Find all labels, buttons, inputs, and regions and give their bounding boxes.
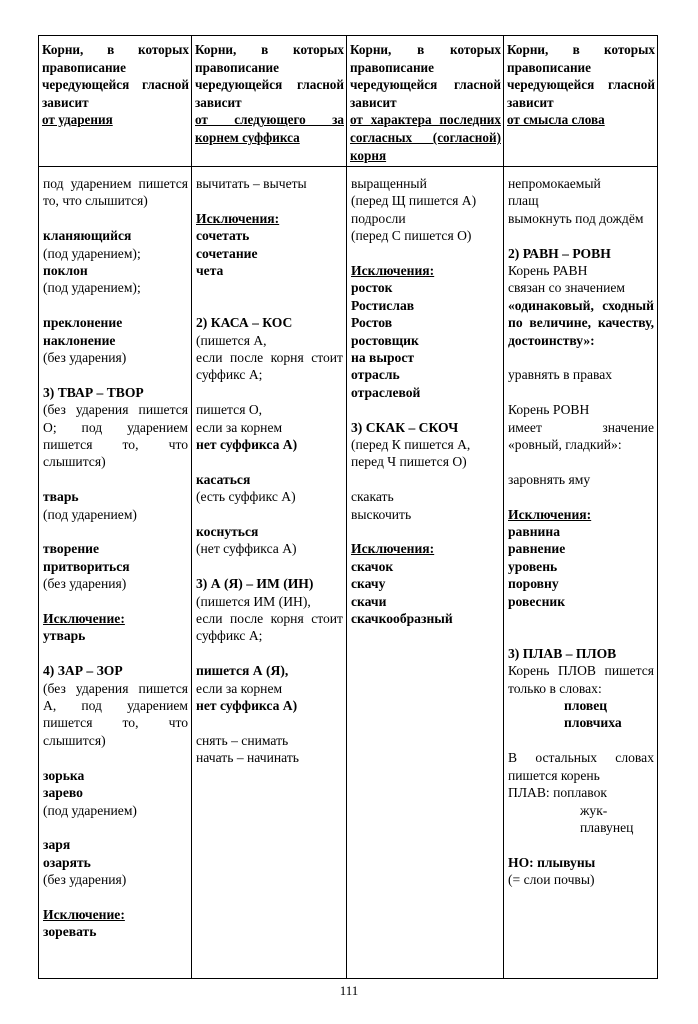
note: (перед С пишется О)	[351, 228, 472, 244]
header-col-3	[347, 36, 503, 166]
example-word: отраслевой	[351, 384, 421, 400]
header-topic: от следующего за корнем суффикса	[195, 112, 344, 145]
example-word: скакать	[351, 489, 394, 505]
example-word: утварь	[43, 628, 86, 644]
example-word: преклонение	[43, 315, 123, 331]
example-word: выскочить	[351, 506, 412, 522]
example-word: чета	[196, 263, 224, 279]
example-word: непромокаемый	[508, 176, 601, 191]
rule-text: (перед К пишется А,	[351, 437, 471, 453]
example-word: выращенный	[351, 176, 427, 191]
rule-text: Корень РОВН	[508, 402, 590, 418]
example-word: зоревать	[43, 924, 97, 940]
header-divider	[39, 166, 657, 167]
page-number: 111	[339, 983, 359, 998]
example-word: НО: плывуны	[508, 854, 596, 870]
rule-heading: 2) РАВН – РОВН	[508, 245, 611, 261]
example-word: начать – начинать	[196, 750, 299, 766]
note: (перед Щ пишется А)	[351, 193, 477, 209]
example-word: кланяющийся	[43, 228, 132, 244]
exceptions-heading: Исключения:	[196, 210, 280, 226]
example-word: сочетание	[196, 245, 258, 261]
example-word: подросли	[351, 210, 406, 226]
example-word: на вырост	[351, 350, 415, 366]
example-word: скачкообразный	[351, 611, 453, 627]
example-word: пловчиха	[564, 715, 622, 731]
rule-heading: 3) А (Я) – ИМ (ИН)	[196, 576, 314, 592]
note: (под ударением);	[43, 280, 141, 296]
example-word: тварь	[43, 489, 79, 505]
example-word: ростовщик	[351, 332, 419, 348]
rule-text: «одинаковый, сходный по величине, качеству, достоинству»:	[508, 297, 654, 348]
header-title: Корни, в которых правописание чередующейся гласной зависит	[350, 42, 501, 110]
example-word: притвориться	[43, 558, 130, 574]
rule-text: если за корнем	[196, 419, 283, 435]
rules-table	[38, 35, 658, 979]
example-word: равнина	[508, 524, 560, 540]
rule-text: если после корня стоит суффикс А;	[196, 611, 343, 644]
rule-text: связан со значением	[508, 280, 626, 296]
rule-text: нет суффикса А)	[196, 437, 298, 453]
example-word: поклон	[43, 263, 88, 279]
rule-text: (без ударения пишется О; под ударением пишется то, что слышится)	[43, 402, 188, 470]
exceptions-heading: Исключения:	[508, 506, 592, 522]
example-word: коснуться	[196, 524, 259, 540]
example-word: уравнять в правах	[508, 367, 613, 383]
example-word: скачок	[351, 558, 394, 574]
rule-text: (пишется А,	[196, 332, 267, 348]
rule-text: В остальных словах пишется корень	[508, 750, 654, 783]
header-topic: от характера последних согласных (согласной) корня	[350, 112, 501, 163]
header-topic: от ударения	[42, 112, 113, 128]
rule-heading: 2) КАСА – КОС	[196, 315, 293, 331]
example-word: наклонение	[43, 332, 116, 348]
example-word: ПЛАВ: поплавок	[508, 785, 607, 801]
example-word: снять – снимать	[196, 732, 289, 748]
note: (под ударением)	[43, 802, 137, 818]
header-title: Корни, в которых правописание чередующейся гласной зависит	[42, 42, 189, 110]
example-word: отрасль	[351, 367, 400, 383]
header-col-4	[504, 36, 657, 166]
example-word: заря	[43, 837, 71, 853]
rule-text: нет суффикса А)	[196, 698, 298, 714]
example-word: Ростов	[351, 315, 393, 331]
example-word: поровну	[508, 576, 559, 592]
rule-text: если за корнем	[196, 680, 283, 696]
example-word: касаться	[196, 471, 251, 487]
note: (нет суффикса А)	[196, 541, 297, 557]
example-word: Ростислав	[351, 297, 415, 313]
note: (без ударения)	[43, 576, 127, 592]
column-stress	[39, 173, 191, 978]
header-col-2	[192, 36, 346, 166]
example-word: творение	[43, 541, 100, 557]
rule-heading: 3) СКАК – СКОЧ	[351, 419, 459, 435]
note: (есть суффикс А)	[196, 489, 296, 505]
rule-text: пишется А (Я),	[196, 663, 289, 679]
example-word: озарять	[43, 854, 91, 870]
rule-heading: 3) ПЛАВ – ПЛОВ	[508, 645, 617, 661]
exceptions-heading: Исключения:	[351, 263, 435, 279]
column-consonants	[347, 173, 503, 978]
exceptions-heading: Исключение:	[43, 611, 125, 627]
header-col-1	[39, 36, 191, 166]
example-word: плащ	[508, 193, 539, 209]
header-title: Корни, в которых правописание чередующейся гласной зависит	[507, 42, 655, 110]
rule-text: под ударением пишется то, что слышится)	[43, 176, 188, 209]
rule-text: имеет значение «ровный, гладкий»:	[508, 419, 654, 453]
note: (под ударением);	[43, 245, 141, 261]
rule-text: Корень ПЛОВ пишется только в словах:	[508, 663, 654, 696]
column-suffix	[192, 173, 346, 978]
example-word: зорька	[43, 767, 85, 783]
rule-text: перед Ч пишется О)	[351, 454, 467, 470]
note: (без ударения)	[43, 350, 127, 366]
rule-text: (без ударения пишется А, под ударением пишется то, что слышится)	[43, 680, 188, 748]
example-word: скачу	[351, 576, 386, 592]
example-word: ровесник	[508, 593, 566, 609]
example-word: зарево	[43, 785, 83, 801]
note: (без ударения)	[43, 872, 127, 888]
example-word: жук-плавунец	[580, 802, 634, 835]
rule-text: Корень РАВН	[508, 263, 588, 279]
rule-text: пишется О,	[196, 402, 263, 418]
exceptions-heading: Исключения:	[351, 541, 435, 557]
example-word: вымокнуть под дождём	[508, 210, 644, 226]
header-title: Корни, в которых правописание чередующейся гласной зависит	[195, 42, 344, 110]
note: (под ударением)	[43, 506, 137, 522]
column-meaning	[504, 173, 657, 978]
example-word: равнение	[508, 541, 566, 557]
rule-heading: 4) ЗАР – ЗОР	[43, 663, 123, 679]
example-word: вычитать – вычеты	[196, 176, 307, 191]
rule-text: (пишется ИМ (ИН),	[196, 593, 311, 609]
rule-heading: 3) ТВАР – ТВОР	[43, 384, 144, 400]
example-word: росток	[351, 280, 393, 296]
rule-text: если после корня стоит суффикс А;	[196, 350, 343, 383]
example-word: сочетать	[196, 228, 250, 244]
exceptions-heading: Исключение:	[43, 906, 125, 922]
example-word: уровень	[508, 558, 558, 574]
example-word: пловец	[564, 698, 608, 714]
note: (= слои почвы)	[508, 872, 595, 888]
example-word: скачи	[351, 593, 387, 609]
header-topic: от смысла слова	[507, 112, 605, 128]
example-word: заровнять яму	[508, 471, 591, 487]
